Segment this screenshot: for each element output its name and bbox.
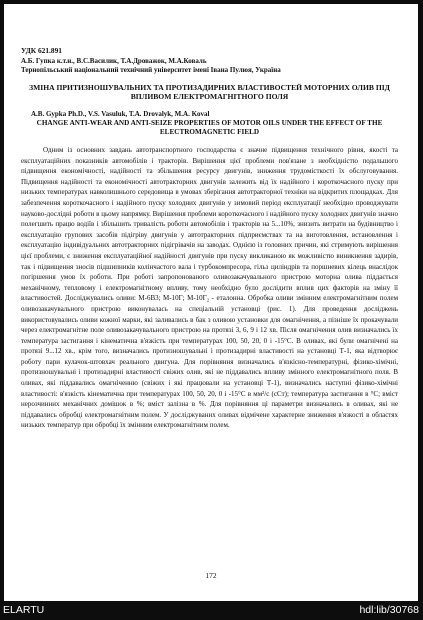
paper-page (4, 4, 418, 601)
organization: Тернопільський національний технічний університет імені Івана Пулюя, Україна (21, 66, 281, 74)
footer-bar (0, 601, 423, 620)
title-english: CHANGE ANTI-WEAR AND ANTI-SEIZE PROPERTIES OF MOTOR OILS UNDER THE EFFECT OF THE ELECTROMAGNETIC FIELD (36, 119, 383, 136)
body-paragraph: Одним із основних завдань автотранспортного господарства є значне підвищення технічного рівня, якості та експлуатаційних показників автомобілів і тракторів. Вирішення цієї проблеми пов'язане з необхідністю подальшого підвищення економічності, надійності та збільшення ресурсу двигунів, зниження трудомісткості їх обслуговування. Підвищення надійності та економічності автотракторних двигунів залежить від їх надійного і короткочасного пуску при низьких температурах навколишнього середовища в умовах зберігання автотракторної техніки на відкритих площадках. Для забезпечення короткочасного і надійного пуску холодних двигунів у зимовий період експлуатації необхідно проводжувати науково-дослідні роботи в цьому напрямку. Вирішення проблеми короткочасного і надійного пуску холодних двигунів значно полегшить працю водіїв і збільшить тривалість роботи автомобілів і тракторів на 5...10%, знизить витрати на будівництво і експлуатацію групових засобів підігріву двигунів у автотракторних підприємствах та на виготовлення, встановлення і експлуатацію індивідуальних автотракторних підігрівачів на заводах. Однією із головних причин, які стримують вирішення цієї проблеми, є зниження експлуатаційної надійності двигунів при пуску викликаною як можливістю виникнення задирів, так і підвищення зносів підшипників колінчастого вала і турбокомпресора, гільз циліндрів та поршневих кілець внаслідок погіршення умов їх роботи. При роботі запропонованого оливозакачувального пристрою моторна олива піддається механічному, тепловому і електромагнітному впливу, тому необхідно було дослідити вплив цих факторів на зміну її властивостей. Досліджувались оливи: М-6В3; М-10Г; М-10Г₂ - еталонна. Обробка оливи змінним електромагнітним полем оливозакачувального пристрою виконувалась на спеціальній установці (рис. 1). Для проведення досліджень використовувались оливи кожної марки, які заливались в бак з оливою установки для омагнічення, а пізніше їх прокачували через електромагнітне поле оливозакачувального пристрою на протязі 3, 6, 9 і 12 хв. Після омагнічення олив визначались їх температура застигання і кінематична в'язкість при температурах 100, 50, 20, 0 і -15°С. В оливах, які були омагнічені на протязі 9...12 хв., крім того, визначались протизношувальні і протизадирні властивості на установці Т-1, яка відтворює роботу пари кулачок-штовхач реального двигуна. Для порівняння визначались в'язкісно-температурні, фізико-хімічні, протизношувальні і протизадирні властивості свіжих олив, які не піддавались впливу змінного електромагнітного поля. В оливах, які піддавались омагніченню (свіжих і які працювали на установці Т-1), визначались наступні фізико-хімічні властивості: в'язкість кінематична при температурах 100, 50, 20, 0 і -15°С в мм²/с (сСт); температура застигання в °С; вміст нерозчинних механічних домішок в %; вміст залізна в %. Для порівняння ці параметри визначались в оливах, які не піддавались обробці електромагнітним полем. У досліджуваних оливах відмічене характерне зниження в'язкості в областях низьких температур при обробці їх змінним електромагнітним полем. (21, 146, 398, 430)
authors-english: A.B. Gypka Ph.D., V.S. Vasuluk, T.A. Drovalyk, M.A. Koval (31, 110, 210, 119)
authors-ukrainian: А.Б. Гупка к.т.н., В.С.Василик, Т.А.Дроважок, М.А.Коваль (21, 57, 207, 65)
page-number: 172 (205, 571, 217, 580)
repository-label: ELARTU (3, 604, 45, 616)
title-ukrainian: ЗМІНА ПРИТИЗНОШУВАЛЬНИХ ТА ПРОТИЗАДИРНИХ ВЛАСТИВОСТЕЙ МОТОРНИХ ОЛИВ ПІД ВПЛИВОМ ЕЛЕКТРОМАГНІТНОГО ПОЛЯ (29, 83, 390, 101)
paper-content (21, 46, 398, 431)
udc-code: УДК 621.891 (21, 46, 62, 55)
handle-identifier: hdl:lib/30768 (359, 604, 419, 616)
